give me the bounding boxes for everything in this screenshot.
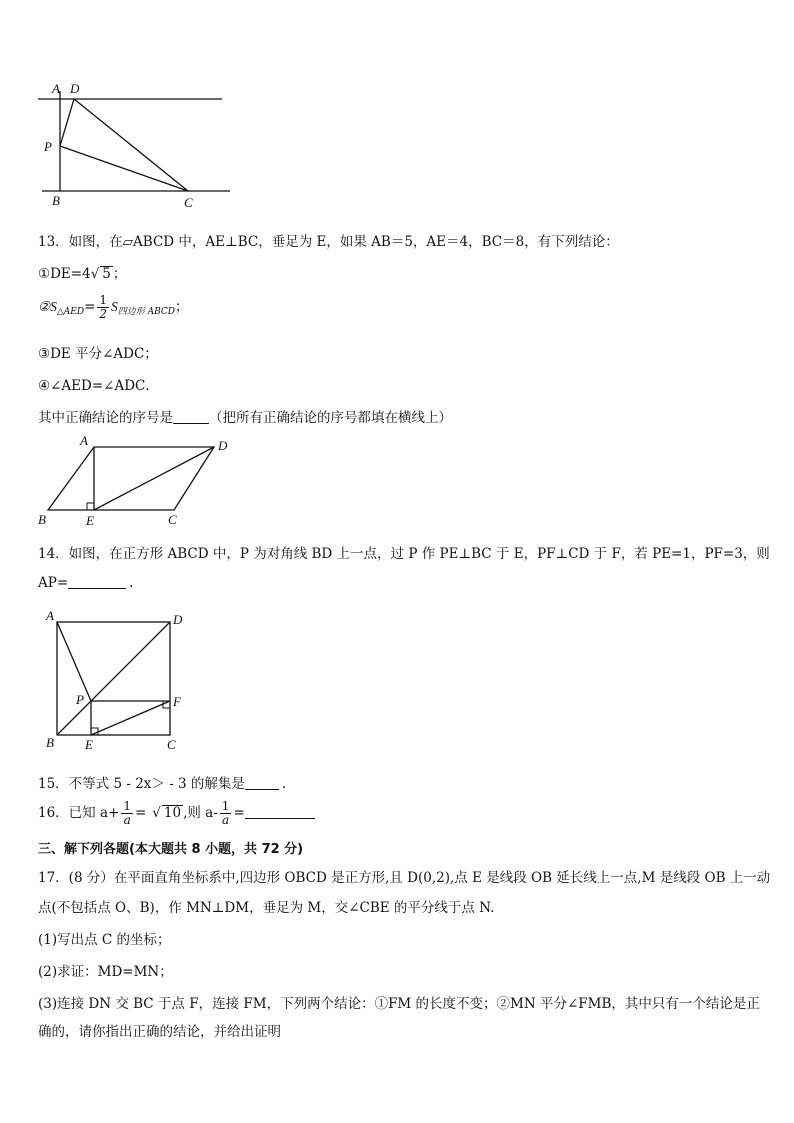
sqrt-sign: √ bbox=[152, 805, 161, 821]
q16-eq: = bbox=[134, 805, 147, 821]
q13-answer-suffix: （把所有正确结论的序号都填在横线上） bbox=[209, 410, 452, 426]
q16-radicand: 10 bbox=[163, 805, 182, 821]
q13-answer-line bbox=[38, 406, 452, 426]
q13-c2-s: S bbox=[111, 299, 118, 314]
q13-conclusion-2 bbox=[38, 294, 189, 321]
q14-answer-prefix: AP= bbox=[38, 575, 69, 591]
q16-answer-blank[interactable] bbox=[245, 804, 315, 819]
q17-part-3-line-2: 确的，请你指出正确的结论，并给出证明 bbox=[38, 1024, 281, 1040]
fraction-numerator: 1 bbox=[123, 799, 131, 813]
q14-answer-suffix: . bbox=[129, 575, 134, 591]
segment-ef bbox=[91, 701, 170, 735]
q17-part-3-line-1: (3)连接 DN 交 BC 于点 F，连接 FM，下列两个结论：①FM 的长度不变；②MN 平分∠FMB，其中只有一个结论是正 bbox=[38, 996, 760, 1012]
q15-answer-blank[interactable] bbox=[245, 775, 279, 790]
q17-line-1: 17．(8 分）在平面直角坐标系中,四边形 OBCD 是正方形,且 D(0,2),点 E 是线段 OB 延长线上一点,M 是线段 OB 上一动 bbox=[38, 870, 771, 886]
q15-suffix: . bbox=[281, 776, 287, 792]
q13-conclusion-1 bbox=[38, 262, 126, 282]
figure-q13 bbox=[30, 432, 240, 532]
fraction-numerator: 1 bbox=[99, 293, 108, 307]
q16 bbox=[38, 800, 315, 827]
q13-answer-prefix: 其中正确结论的序号是 bbox=[38, 410, 173, 426]
fraction-numerator: 1 bbox=[221, 799, 230, 813]
q13-conclusion-3: ③DE 平分∠ADC； bbox=[38, 346, 158, 362]
q17-part-2: (2)求证：MD=MN； bbox=[38, 964, 173, 980]
label-c: C bbox=[184, 195, 193, 210]
figure-q14 bbox=[30, 604, 230, 756]
figure-q12 bbox=[30, 78, 240, 213]
q14-answer-blank[interactable] bbox=[68, 574, 126, 589]
q13-c2-suffix: ； bbox=[175, 299, 189, 315]
label-b: B bbox=[52, 193, 60, 208]
q13-answer-blank[interactable] bbox=[173, 409, 209, 424]
q13-c1-suffix: ； bbox=[112, 266, 127, 282]
q13-c2-sub1: △AED bbox=[56, 307, 85, 317]
label-e: E bbox=[85, 737, 93, 752]
label-c: C bbox=[168, 512, 177, 527]
segment-ap bbox=[57, 622, 91, 701]
fraction-denominator: 2 bbox=[99, 307, 108, 321]
segment-ed bbox=[94, 447, 214, 510]
sqrt-sign: √ bbox=[90, 266, 100, 282]
q15 bbox=[38, 772, 286, 792]
right-angle-mark bbox=[87, 503, 94, 510]
fraction-one-over-a bbox=[121, 800, 133, 827]
label-a: A bbox=[80, 433, 88, 448]
q13-c2-eq: = bbox=[84, 299, 96, 315]
segment-pd bbox=[60, 99, 74, 146]
q13-c1-prefix: ①DE=4 bbox=[38, 266, 91, 282]
label-p: P bbox=[76, 692, 84, 707]
label-e: E bbox=[86, 513, 94, 528]
q13-conclusion-4: ④∠AED=∠ADC． bbox=[38, 378, 159, 394]
q13-c1-radicand: 5 bbox=[102, 266, 111, 282]
fraction-one-over-a-2 bbox=[220, 800, 232, 827]
label-d: D bbox=[173, 612, 183, 627]
label-b: B bbox=[46, 735, 54, 750]
segment-pc bbox=[60, 146, 188, 191]
label-f: F bbox=[173, 694, 181, 709]
section-3-title: 三、解下列各题(本大题共 8 小题，共 72 分) bbox=[38, 842, 304, 857]
label-d: D bbox=[70, 81, 80, 96]
label-d: D bbox=[218, 438, 228, 453]
label-b: B bbox=[38, 512, 46, 527]
fraction-one-half bbox=[97, 294, 109, 321]
fraction-denominator: a bbox=[123, 813, 131, 827]
label-a: A bbox=[46, 608, 54, 623]
q15-prefix: 15．不等式 5 - 2x＞ - 3 的解集是 bbox=[38, 776, 245, 792]
label-p: P bbox=[44, 139, 52, 154]
label-a: A bbox=[52, 81, 60, 96]
diagonal-bd bbox=[57, 622, 170, 735]
q17-part-1: (1)写出点 C 的坐标； bbox=[38, 932, 171, 948]
q16-prefix: 16．已知 a+ bbox=[38, 805, 120, 821]
q14-answer-line bbox=[38, 574, 133, 591]
label-c: C bbox=[167, 737, 176, 752]
fraction-denominator: a bbox=[222, 813, 230, 827]
q16-mid: ,则 a- bbox=[183, 805, 218, 821]
segment-dc bbox=[74, 99, 188, 191]
parallelogram-abcd bbox=[48, 447, 214, 510]
q16-eq2: = bbox=[233, 805, 245, 821]
q13-c2-prefix: ②S bbox=[38, 299, 57, 314]
q14-stem: 14．如图，在正方形 ABCD 中，P 为对角线 BD 上一点，过 P 作 PE⊥BC 于 E，PF⊥CD 于 F，若 PE=1，PF=3，则 bbox=[38, 546, 770, 562]
q13-stem: 13．如图，在▱ABCD 中，AE⊥BC，垂足为 E，如果 AB＝5，AE＝4，BC＝8，有下列结论： bbox=[38, 234, 619, 250]
q13-c2-sub2: 四边形 ABCD bbox=[117, 307, 176, 317]
q17-line-2: 点(不包括点 O、B)，作 MN⊥DM，垂足为 M，交∠CBE 的平分线于点 N. bbox=[38, 900, 495, 916]
